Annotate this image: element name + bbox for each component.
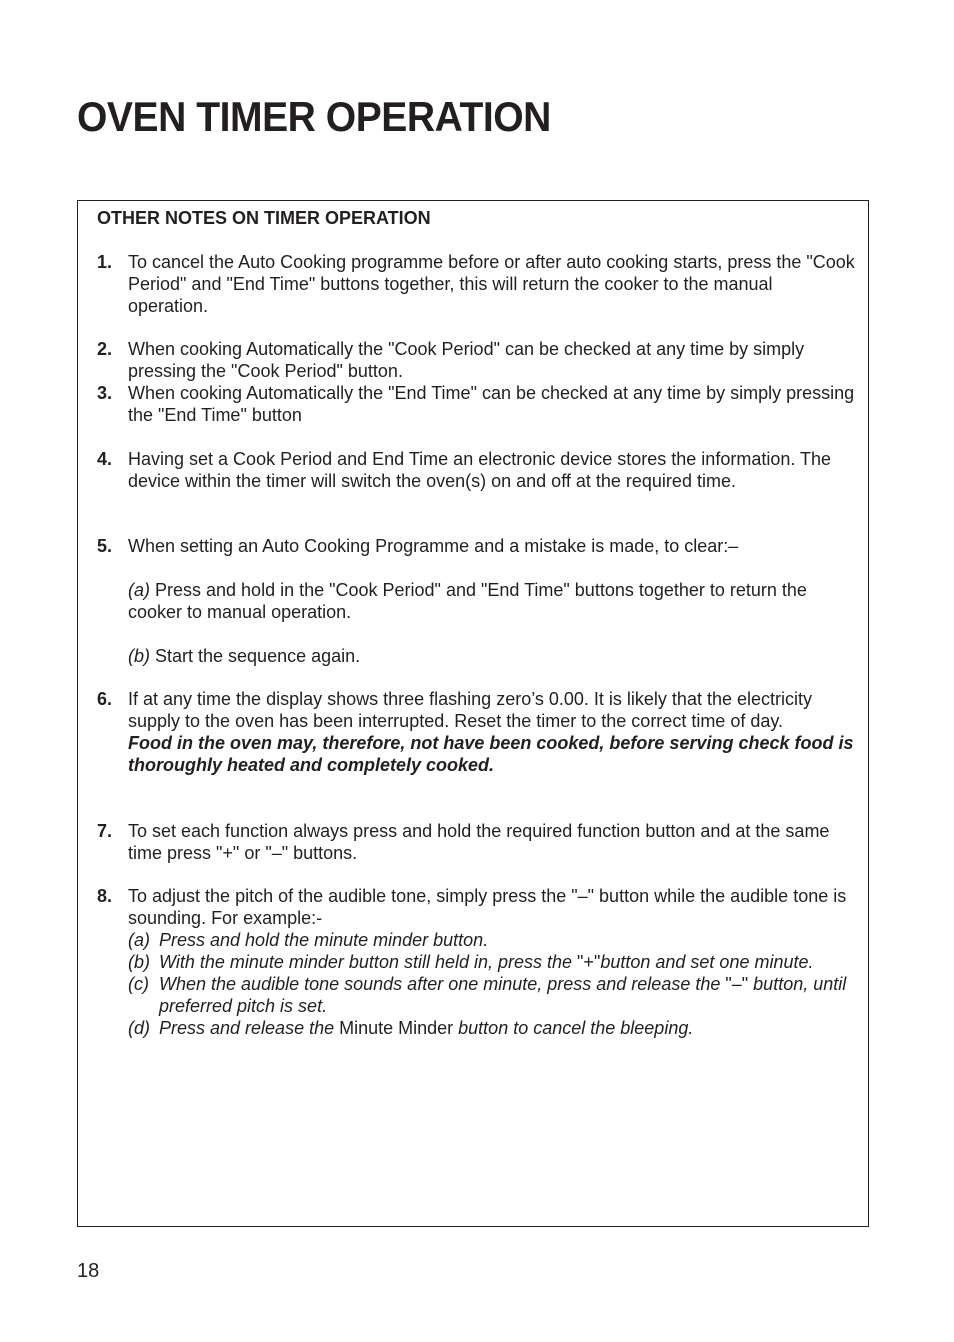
warning-text: Food in the oven may, therefore, not have been cooked, before serving check food is thoroughly heated and completely cooked. (128, 733, 854, 775)
item-number: 8. (97, 886, 113, 906)
step-text-end: button and set one minute. (600, 952, 814, 972)
note-item-6 (97, 688, 857, 776)
note-item-8 (97, 885, 857, 929)
note-item-7 (97, 820, 857, 864)
step-text: Press and hold in the "Cook Period" and "End Time" buttons together to return the cooker to manual operation. (128, 580, 807, 622)
item-text: If at any time the display shows three flashing zero’s 0.00. It is likely that the electricity supply to the oven has been interrupted. Reset the timer to the correct time of day. (128, 689, 812, 731)
step-text: When the audible tone sounds after one minute, press and release the (159, 974, 726, 994)
item8-step-a (128, 929, 858, 951)
item5-step-a (128, 579, 858, 623)
note-item-4 (97, 448, 857, 492)
step-text: Start the sequence again. (150, 646, 361, 666)
plus-symbol: "+" (577, 952, 601, 972)
step-text-end: button, until preferred pitch is set. (159, 974, 847, 1016)
item8-step-b (128, 951, 858, 973)
item-text: To cancel the Auto Cooking programme before or after auto cooking starts, press the "Cook Period" and "End Time" buttons together, this will return the cooker to the manual operation. (128, 252, 855, 316)
minute-minder-label: Minute Minder (339, 1018, 454, 1038)
step-letter: (b) (128, 646, 150, 666)
item-text: To set each function always press and hold the required function button and at the same time press "+" or "–" buttons. (128, 821, 830, 863)
step-text: With the minute minder button still held in, press the (159, 952, 578, 972)
note-item-5 (97, 535, 857, 557)
step-letter: (a) (128, 580, 150, 600)
step-text-end: button to cancel the bleeping. (453, 1018, 694, 1038)
item-text: When setting an Auto Cooking Programme and a mistake is made, to clear:– (128, 536, 739, 556)
step-letter: (d) (128, 1018, 150, 1038)
item-number: 3. (97, 383, 113, 403)
item5-step-b (128, 645, 858, 667)
item-number: 5. (97, 536, 113, 556)
item8-step-c (128, 973, 858, 1017)
section-heading: OTHER NOTES ON TIMER OPERATION (97, 208, 431, 228)
step-letter: (a) (128, 930, 150, 950)
item-number: 2. (97, 339, 113, 359)
item8-step-d (128, 1017, 858, 1039)
item-number: 1. (97, 252, 113, 272)
item-number: 6. (97, 689, 113, 709)
page-title: OVEN TIMER OPERATION (77, 93, 551, 140)
note-item-2 (97, 338, 857, 382)
item-text: Having set a Cook Period and End Time an electronic device stores the information. The device within the timer will switch the oven(s) on and off at the required time. (128, 449, 832, 491)
minus-symbol: "–" (725, 974, 749, 994)
note-item-1 (97, 251, 857, 317)
item-number: 7. (97, 821, 113, 841)
item-text: When cooking Automatically the "Cook Period" can be checked at any time by simply pressing the "Cook Period" button. (128, 339, 805, 381)
step-text: Press and hold the minute minder button. (159, 930, 489, 950)
step-letter: (b) (128, 952, 150, 972)
note-item-3 (97, 382, 857, 426)
item-text: To adjust the pitch of the audible tone, simply press the "–" button while the audible tone is sounding. For example:- (128, 886, 847, 928)
item-text: When cooking Automatically the "End Time" can be checked at any time by simply pressing the "End Time" button (128, 383, 855, 425)
item8-steps (128, 929, 858, 1039)
step-text: Press and release the (159, 1018, 340, 1038)
notes-box (77, 200, 869, 1227)
step-letter: (c) (128, 974, 149, 994)
item-number: 4. (97, 449, 113, 469)
page-number: 18 (77, 1260, 100, 1282)
